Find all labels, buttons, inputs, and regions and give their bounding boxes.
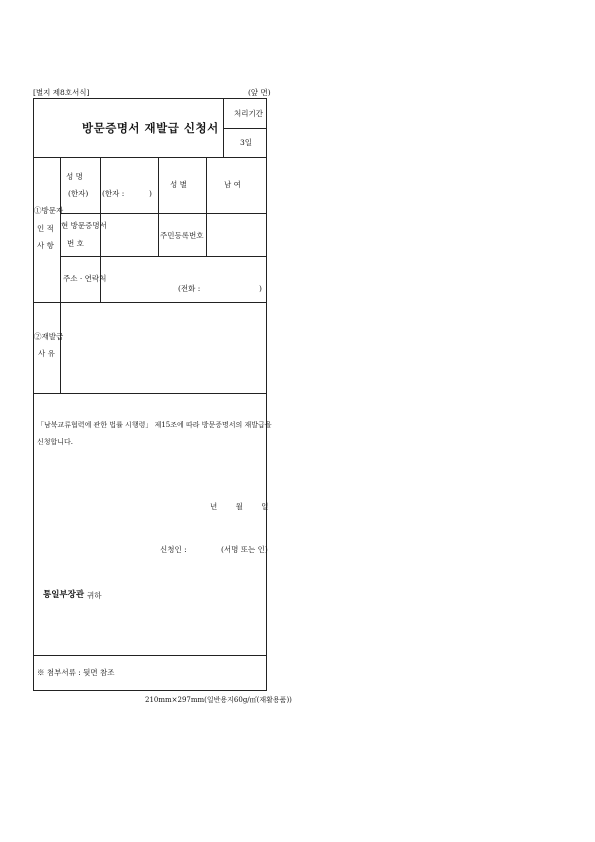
- current-cert-label-2: 번 호: [67, 239, 84, 248]
- visitor-section-label-1: ①방문자: [34, 206, 64, 215]
- attachment-note: ※ 첨부서류 : 뒷면 참조: [37, 668, 115, 677]
- name-value-divider: [158, 157, 159, 256]
- current-cert-label-1: 현 방문증명서: [61, 221, 107, 230]
- row-line-3: [60, 256, 267, 257]
- name-hanja-label: (한자): [68, 189, 89, 198]
- reason-label-1: ②재발급: [34, 332, 64, 341]
- side-note: (앞 면): [248, 88, 271, 97]
- applicant-label: 신청인 :: [160, 545, 187, 554]
- label-column-divider: [60, 157, 61, 393]
- gender-label: 성 별: [170, 180, 187, 189]
- paper-spec: 210mm×297mm(일반용지60g/㎡(재활용품)): [145, 696, 292, 704]
- statement-line-1: 「남북교류협력에 관한 법률 시행령」 제15조에 따라 방문증명서의 재발급을: [37, 421, 272, 429]
- name-hanja-input[interactable]: (한자 :: [102, 189, 125, 198]
- period-divider: [223, 128, 267, 129]
- form-number: [별지 제8호서식]: [33, 88, 90, 97]
- processing-period-value: 3일: [240, 138, 253, 147]
- name-label-divider: [100, 157, 101, 256]
- processing-period-label: 처리기간: [234, 109, 263, 118]
- row-line-1: [33, 157, 267, 158]
- row-line-4: [33, 302, 267, 303]
- name-hanja-close: ): [149, 189, 152, 198]
- page-title: 방문증명서 재발급 신청서: [82, 121, 219, 135]
- row-line-5: [33, 393, 267, 394]
- recipient-name: 통일부장관: [43, 590, 85, 600]
- address-label: 주소 · 연락처: [63, 274, 107, 283]
- statement-line-2: 신청합니다.: [37, 438, 74, 446]
- signature-label: (서명 또는 인): [221, 545, 268, 554]
- gender-value[interactable]: 남 여: [224, 180, 241, 189]
- gender-divider: [206, 157, 207, 256]
- row-line-6: [33, 655, 267, 656]
- row-line-2: [60, 213, 267, 214]
- phone-close: ): [259, 284, 262, 293]
- application-date: 년 월 일: [210, 502, 269, 511]
- resident-number-label: 주민등록번호: [160, 231, 204, 240]
- phone-label: (전화 :: [178, 284, 201, 293]
- reason-label-2: 사 유: [38, 349, 55, 358]
- visitor-section-label-2: 인 적: [37, 224, 54, 233]
- name-label: 성 명: [66, 172, 83, 181]
- recipient-suffix: 귀하: [87, 591, 102, 600]
- visitor-section-label-3: 사 항: [37, 241, 54, 250]
